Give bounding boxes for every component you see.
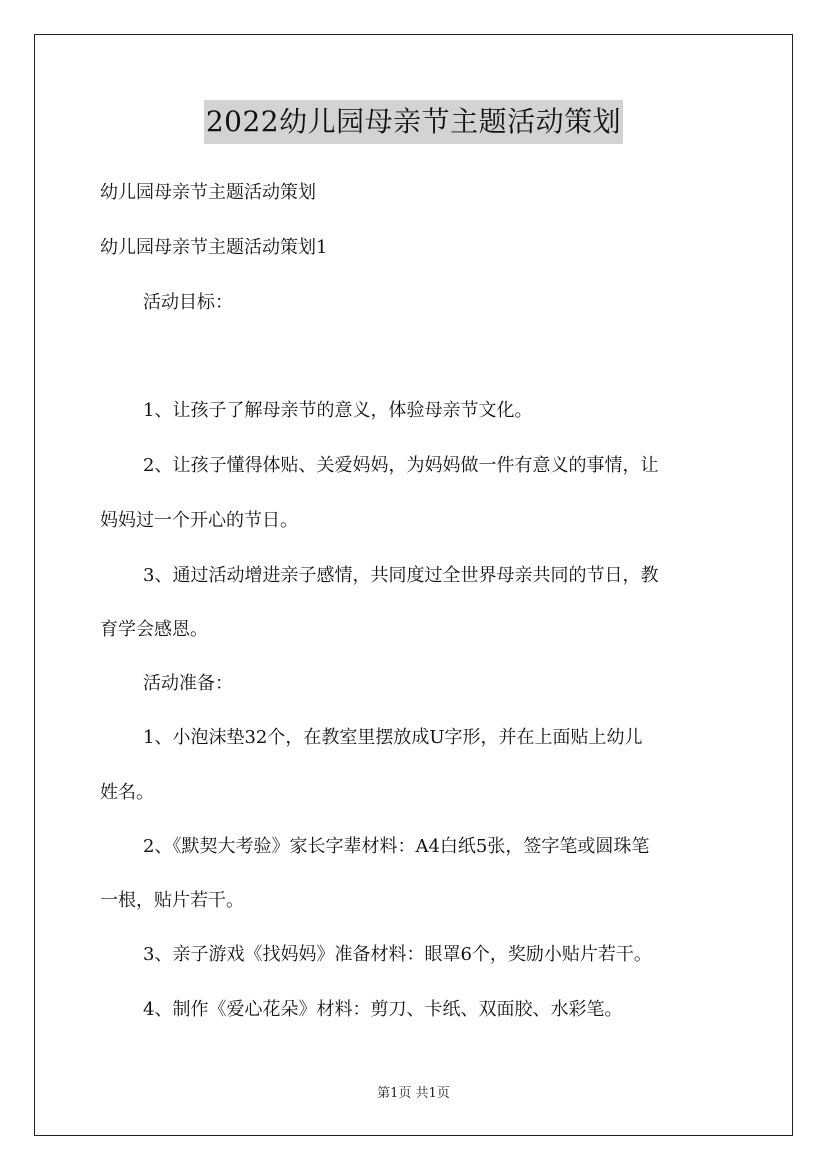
paragraph: 妈妈过一个开心的节日。 xyxy=(100,510,298,531)
paragraph: 2、让孩子懂得体贴、关爱妈妈，为妈妈做一件有意义的事情，让 xyxy=(143,455,659,476)
paragraph: 活动目标： xyxy=(143,292,233,313)
paragraph: 姓名。 xyxy=(100,782,154,803)
paragraph: 幼儿园母亲节主题活动策划1 xyxy=(100,237,328,258)
paragraph: 3、亲子游戏《找妈妈》准备材料：眼罩6个，奖励小贴片若干。 xyxy=(143,944,652,965)
paragraph: 1、小泡沫垫32个，在教室里摆放成U字形，并在上面贴上幼儿 xyxy=(143,727,643,748)
paragraph: 活动准备： xyxy=(143,673,233,694)
paragraph: 2、《默契大考验》家长字辈材料：A4白纸5张，签字笔或圆珠笔 xyxy=(143,836,650,857)
paragraph: 4、制作《爱心花朵》材料：剪刀、卡纸、双面胶、水彩笔。 xyxy=(143,999,623,1020)
paragraph: 育学会感恩。 xyxy=(100,619,208,640)
page-footer: 第1页 共1页 xyxy=(377,1086,450,1101)
paragraph: 幼儿园母亲节主题活动策划 xyxy=(100,182,316,203)
paragraph: 3、通过活动增进亲子感情，共同度过全世界母亲共同的节日，教 xyxy=(143,565,659,586)
paragraph: 1、让孩子了解母亲节的意义，体验母亲节文化。 xyxy=(143,400,533,421)
document-title xyxy=(0,100,827,144)
paragraph: 一根，贴片若干。 xyxy=(100,890,244,911)
document-title-text: 2022幼儿园母亲节主题活动策划 xyxy=(204,100,623,144)
